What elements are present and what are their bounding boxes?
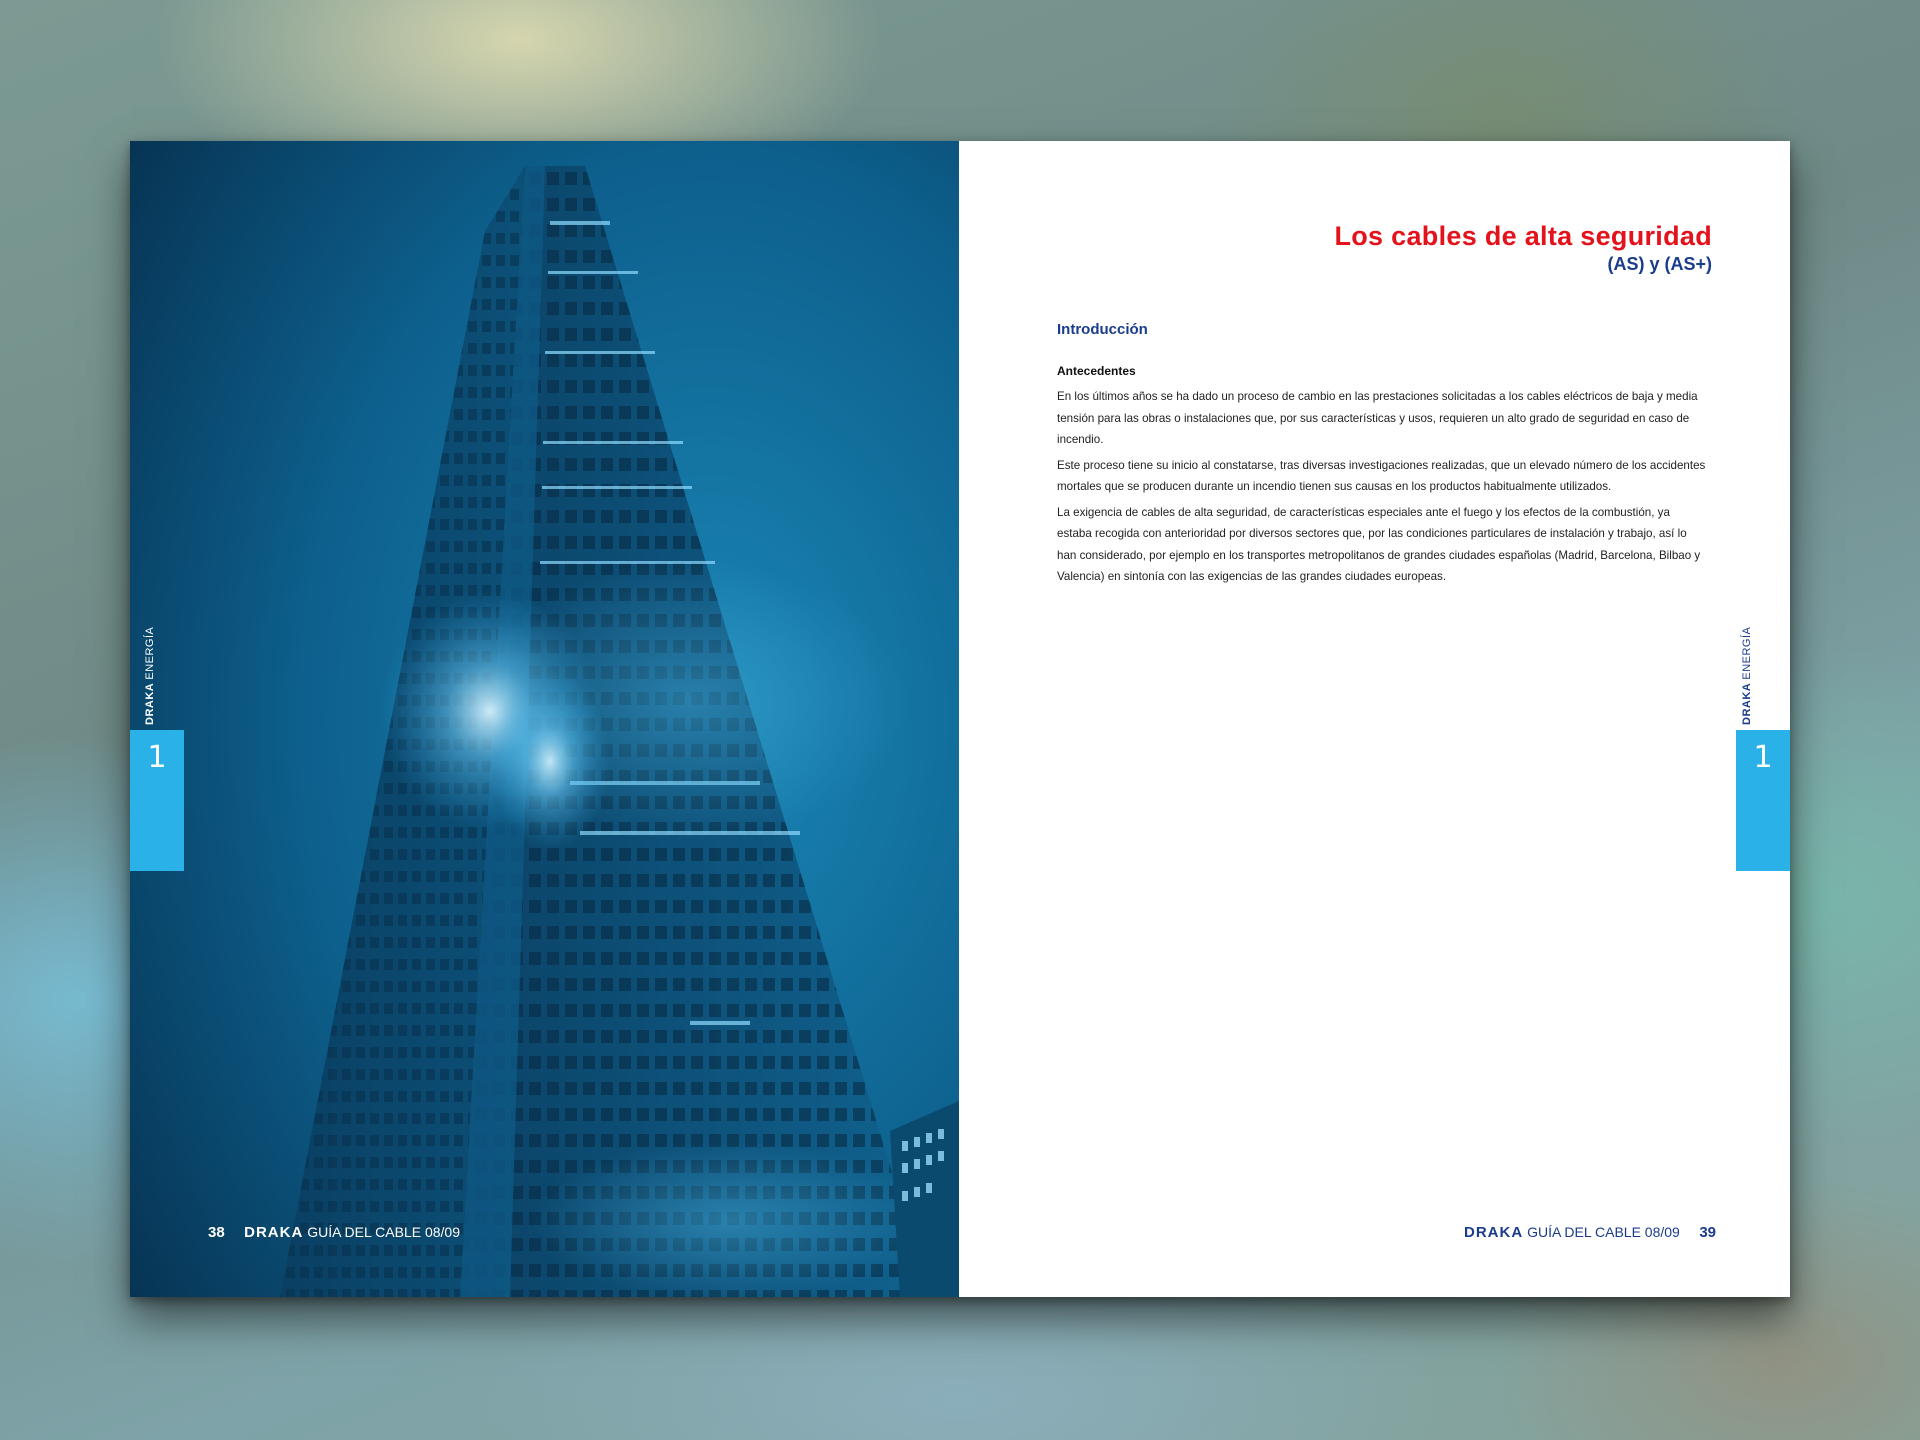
page-title: Los cables de alta seguridad bbox=[1334, 221, 1712, 251]
skyscraper-photo bbox=[130, 141, 959, 1297]
side-label-left bbox=[144, 627, 156, 725]
footer-brand-right: DRAKA bbox=[1464, 1224, 1524, 1241]
page-subtitle: (AS) y (AS+) bbox=[1607, 254, 1712, 274]
page-number-left: 38 bbox=[208, 1224, 225, 1241]
footer-left bbox=[208, 1224, 460, 1241]
page-number-right: 39 bbox=[1699, 1224, 1716, 1241]
left-page bbox=[130, 141, 959, 1297]
brochure-spread bbox=[130, 141, 1790, 1297]
chapter-tab-right: 1 bbox=[1736, 730, 1790, 871]
right-page bbox=[959, 141, 1790, 1297]
side-label-brand: DRAKA bbox=[1741, 683, 1753, 725]
side-label-text: ENERGÍA bbox=[144, 626, 156, 680]
chapter-tab-left: 1 bbox=[130, 730, 184, 871]
section-heading: Introducción bbox=[1057, 321, 1148, 338]
paragraph: Este proceso tiene su inicio al constatarse, tras diversas investigaciones realizadas, que un elevado número de los accidentes mortales que se producen durante un incendio tienen sus causas en los productos habitualmente utilizados. bbox=[1057, 458, 1706, 493]
paragraph: La exigencia de cables de alta seguridad, de características especiales ante el fuego y los efectos de la combustión, ya estaba recogida con anterioridad por diversos sectores que, por las condiciones particulares de instalación y trabajo, así lo han considerado, por ejemplo en los transportes metropolitanos de grandes ciudades españolas (Madrid, Barcelona, Bilbao y Valencia) en sintonía con las exigencias de las grandes ciudades europeas. bbox=[1057, 505, 1701, 583]
side-label-brand: DRAKA bbox=[144, 683, 156, 725]
title-block bbox=[1334, 221, 1712, 275]
body-text bbox=[1057, 319, 1707, 592]
subheading: Antecedentes bbox=[1057, 363, 1136, 378]
footer-right bbox=[1464, 1224, 1716, 1241]
paragraph: En los últimos años se ha dado un proceso de cambio en las prestaciones solicitadas a los cables eléctricos de baja y media tensión para las obras o instalaciones que, por sus características y usos, requieren un alto grado de seguridad en caso de incendio. bbox=[1057, 390, 1698, 446]
side-label-right bbox=[1741, 627, 1753, 725]
side-label-text: ENERGÍA bbox=[1741, 626, 1753, 680]
footer-brand-left: DRAKA bbox=[244, 1224, 304, 1241]
footer-text-left: GUÍA DEL CABLE 08/09 bbox=[307, 1224, 460, 1240]
footer-text-right: GUÍA DEL CABLE 08/09 bbox=[1527, 1224, 1680, 1240]
